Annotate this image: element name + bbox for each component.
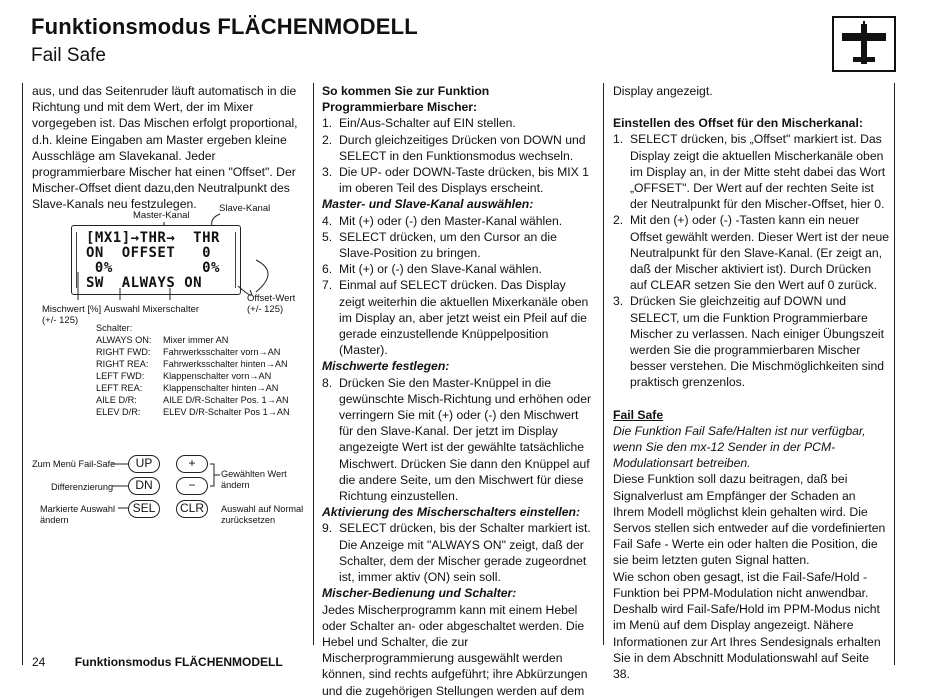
lcd-row-1: [MX1]→THR→ THR bbox=[86, 230, 220, 246]
master-channel-label: Master-Kanal bbox=[133, 210, 190, 221]
switch-row: ALWAYS ON: Mixer immer AN bbox=[96, 335, 229, 345]
dn-key[interactable]: DN bbox=[128, 477, 160, 495]
column-3 bbox=[613, 83, 889, 682]
plus-key[interactable]: + bbox=[176, 455, 208, 473]
switch-row: LEFT FWD: Klappenschalter vorn→AN bbox=[96, 371, 272, 381]
lcd-left-bar bbox=[76, 232, 77, 288]
list-item: 8. Drücken Sie den Master-Knüppel in die gewünschte Misch-Richtung und erhöhen oder verringern Sie mit (+) oder (-) den Mischwert für den Slave-Kanal. Der jetzt im Display angezeigte Wert ist der gewählte tatsächliche Mischwert. Drücken Sie dann den Knüppel auf die andere Seite, um den Mischwert für diese Richtung einzustellen. bbox=[322, 375, 592, 504]
section-heading: Master- und Slave-Kanal auswählen: bbox=[322, 197, 534, 212]
section-heading: Fail Safe bbox=[613, 407, 664, 422]
paragraph: Die Funktion Fail Safe/Halten ist nur verfügbar, wenn Sie den mx-12 Sender in der PCM-Modulationsart betreiben. bbox=[613, 423, 866, 471]
minus-key[interactable]: − bbox=[176, 477, 208, 495]
footer bbox=[32, 655, 283, 669]
switch-row: RIGHT REA: Fahrwerksschalter hinten→AN bbox=[96, 359, 288, 369]
up-key[interactable]: UP bbox=[128, 455, 160, 473]
airplane-icon bbox=[834, 18, 894, 70]
dn-key-label: Differenzierung bbox=[51, 482, 114, 492]
footer-label: Funktionsmodus FLÄCHENMODELL bbox=[74, 655, 283, 669]
switch-row: AILE D/R: AILE D/R-Schalter Pos. 1→AN bbox=[96, 395, 289, 405]
lcd-row-2: ON OFFSET 0 bbox=[86, 245, 212, 261]
page-subtitle: Fail Safe bbox=[31, 45, 106, 66]
clr-key[interactable]: CLR bbox=[176, 500, 208, 518]
paragraph: Jedes Mischerprogramm kann mit einem Hebel oder Schalter an- oder abgeschaltet werden. Die Hebel und Schalter, die zur Mischerprogrammierung ausgewählt werden können, sind rechts aufgeführt; ihre Abkürzungen und die zugehörigen Stellungen werden auf dem bbox=[322, 602, 588, 698]
switch-select-label: Auswahl Mixerschalter bbox=[104, 304, 200, 315]
list-item: 9. SELECT drücken, bis der Schalter markiert ist. Die Anzeige mit "ALWAYS ON" zeigt, daß der Schalter, dem der Mischer gerade zugeordnet ist, immer aktiv (ON) sein soll. bbox=[322, 521, 591, 585]
list-item: 3. Die UP- oder DOWN-Taste drücken, bis MIX 1 im oberen Teil des Displays erscheint. bbox=[322, 165, 589, 196]
mix-value-label: Mischwert [%] (+/- 125) bbox=[42, 304, 102, 326]
column-divider bbox=[603, 83, 604, 645]
list-item: 5. SELECT drücken, um den Cursor an die Slave-Position zu bringen. bbox=[322, 229, 557, 261]
page-edge-rule bbox=[22, 83, 23, 665]
sel-key[interactable]: SEL bbox=[128, 500, 160, 518]
lcd-right-bar bbox=[235, 232, 236, 288]
list-item: 2. Mit den (+) oder (-) -Tasten kann ein neuer Offset gewählt werden. Dieser Wert ist der neue Neutralpunkt für den Slave-Kanal. (Er zeigt an, daß der Mischer aktiviert ist). Durch Drücken auf CLEAR setzen Sie den Wert auf 0 zurück. bbox=[613, 213, 889, 293]
paragraph: Diese Funktion soll dazu beitragen, daß bei Signalverlust am Empfänger der Schaden an Ihrem Modell möglichst klein gehalten wird. Die Servos stellen sich entweder auf die vordefinierten Fail Safe - Werte ein oder halten die Position, die sie beim letzten guten Signal hatten. bbox=[613, 472, 886, 568]
switch-row: ELEV D/R: ELEV D/R-Schalter Pos 1→AN bbox=[96, 407, 290, 417]
list-item: 3. Drücken Sie gleichzeitig auf DOWN und SELECT, um die Funktion Programmierbare Mischer zu verlassen. Nach einiger Übungszeit werden Sie die programmierbaren Mischer besser verstehen. Die Mischmöglichkeiten sind praktisch grenzenlos. bbox=[613, 294, 885, 390]
plus-minus-key-label: Gewählten Wert ändern bbox=[221, 469, 287, 490]
list-item: 7. Einmal auf SELECT drücken. Das Display zeigt weiterhin die aktuellen Mixerkanäle oben im Display an, aber jetzt weist ein Pfeil auf die gerade einzustellende Knüppelposition (Master). bbox=[322, 278, 589, 358]
paragraph: Display angezeigt. bbox=[613, 84, 713, 98]
list-item: 6. Mit (+) or (-) den Slave-Kanal wählen. bbox=[322, 262, 542, 277]
section-heading: So kommen Sie zur Funktion Programmierbare Mischer: bbox=[322, 84, 490, 115]
clr-key-label: Auswahl auf Normal zurücksetzen bbox=[221, 504, 304, 525]
lcd-display bbox=[71, 225, 241, 295]
page-number: 24 bbox=[32, 655, 46, 669]
section-heading: Mischer-Bedienung und Schalter: bbox=[322, 586, 517, 601]
section-heading: Mischwerte festlegen: bbox=[322, 359, 450, 374]
slave-channel-label: Slave-Kanal bbox=[219, 203, 271, 214]
switch-row: RIGHT FWD: Fahrwerksschalter vorn→AN bbox=[96, 347, 281, 357]
sel-key-label: Markierte Auswahl ändern bbox=[40, 504, 116, 525]
list-item: 2. Durch gleichzeitiges Drücken von DOWN und SELECT in den Funktionsmodus wechseln. bbox=[322, 132, 586, 163]
list-item: 1. Ein/Aus-Schalter auf EIN stellen. bbox=[322, 116, 516, 131]
page-edge-rule bbox=[894, 83, 895, 665]
paragraph: Wie schon oben gesagt, ist die Fail-Safe/Hold - Funktion bei PPM-Modulation nicht anwendbar. Deshalb wird Fail-Safe/Hold im PPM-Modus nicht im Menü auf dem Display angezeigt. Nähere Informationen zur Art Ihres Sendesignals erhalten Sie in dem Abschnitt Modulationswahl auf Seite 38. bbox=[613, 569, 881, 681]
switch-row: LEFT REA: Klappenschalter hinten→AN bbox=[96, 383, 279, 393]
lcd-row-4: SW ALWAYS ON bbox=[86, 275, 203, 291]
airplane-logo bbox=[832, 16, 896, 72]
lcd-row-3: 0% 0% bbox=[86, 260, 220, 276]
list-item: 4. Mit (+) oder (-) den Master-Kanal wählen. bbox=[322, 213, 563, 228]
page-title: Funktionsmodus FLÄCHENMODELL bbox=[31, 14, 418, 39]
section-heading: Aktivierung des Mischerschalters einstellen: bbox=[322, 505, 581, 520]
column-2 bbox=[322, 83, 594, 699]
list-item: 1. SELECT drücken, bis „Offset" markiert ist. Das Display zeigt die aktuellen Mischerkanäle oben im Display an, in der Mitte steht dabei das Wort „OFFSET". Der Wert auf der rechten Seite ist der Neutralpunkt für den Mischer-Offset, hier 0. bbox=[613, 132, 886, 212]
section-heading: Einstellen des Offset für den Mischerkanal: bbox=[613, 116, 863, 131]
switch-table bbox=[96, 322, 290, 418]
column-divider bbox=[313, 83, 314, 645]
switch-heading: Schalter: bbox=[96, 323, 133, 333]
offset-value-label: Offset-Wert (+/- 125) bbox=[247, 293, 296, 315]
up-key-label: Zum Menü Fail-Safe bbox=[32, 459, 116, 469]
column-1-intro: aus, und das Seitenruder läuft automatisch in die Richtung und mit dem Wert, der im Mixer vorgegeben ist. Das Mischen erfolgt proportional, d.h. kleine Eingaben am Master ergeben kleine Ausschläge am Slavekanal. Jeder programmierbare Mischer hat einen "Offset". Der Mischer-Offset dient dazu,den Neutralpunkt des Slave-Kanals neu festzulegen. bbox=[32, 84, 298, 212]
